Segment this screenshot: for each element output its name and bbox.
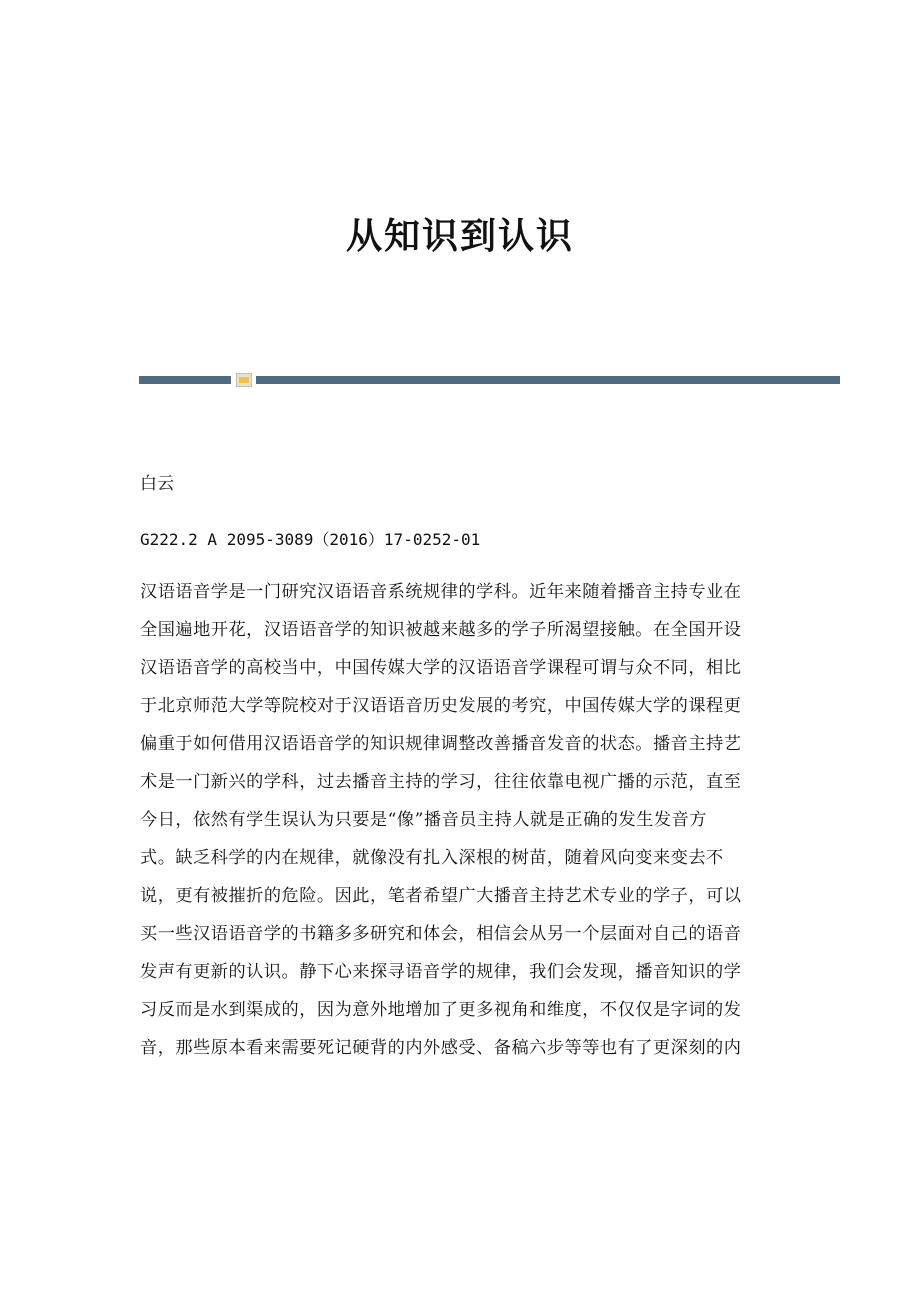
body-line: 于北京师范大学等院校对于汉语语音历史发展的考究，中国传媒大学的课程更 bbox=[140, 696, 742, 716]
title-divider-left bbox=[139, 376, 231, 384]
body-line: 全国遍地开花，汉语语音学的知识被越来越多的学子所渴望接触。在全国开设 bbox=[140, 620, 742, 640]
body-line: 汉语语音学的高校当中，中国传媒大学的汉语语音学课程可谓与众不同，相比 bbox=[140, 658, 742, 678]
body-line: 汉语语音学是一门研究汉语语音系统规律的学科。近年来随着播音主持专业在 bbox=[140, 582, 742, 602]
divider-ornament-icon bbox=[236, 373, 252, 387]
body-line: 发声有更新的认识。静下心来探寻语音学的规律，我们会发现，播音知识的学 bbox=[140, 962, 742, 982]
body-line: 今日，依然有学生误认为只要是“像”播音员主持人就是正确的发生发音方 bbox=[140, 810, 707, 830]
classification-code: G222.2 A 2095-3089（2016）17-0252-01 bbox=[140, 530, 481, 549]
author-name: 白云 bbox=[140, 474, 174, 494]
body-text bbox=[140, 578, 780, 1072]
document-title: 从知识到认识 bbox=[345, 215, 574, 257]
body-line: 式。缺乏科学的内在规律，就像没有扎入深根的树苗，随着风向变来变去不 bbox=[140, 848, 724, 868]
body-line: 说，更有被摧折的危险。因此，笔者希望广大播音主持艺术专业的学子，可以 bbox=[140, 886, 742, 906]
body-line: 习反而是水到渠成的，因为意外地增加了更多视角和维度，不仅仅是字词的发 bbox=[140, 1000, 742, 1020]
body-line: 术是一门新兴的学科，过去播音主持的学习，往往依靠电视广播的示范，直至 bbox=[140, 772, 742, 792]
body-line: 音，那些原本看来需要死记硬背的内外感受、备稿六步等等也有了更深刻的内 bbox=[140, 1038, 742, 1058]
title-divider-right bbox=[256, 376, 840, 384]
body-line: 偏重于如何借用汉语语音学的知识规律调整改善播音发音的状态。播音主持艺 bbox=[140, 734, 742, 754]
body-line: 买一些汉语语音学的书籍多多研究和体会，相信会从另一个层面对自己的语音 bbox=[140, 924, 742, 944]
